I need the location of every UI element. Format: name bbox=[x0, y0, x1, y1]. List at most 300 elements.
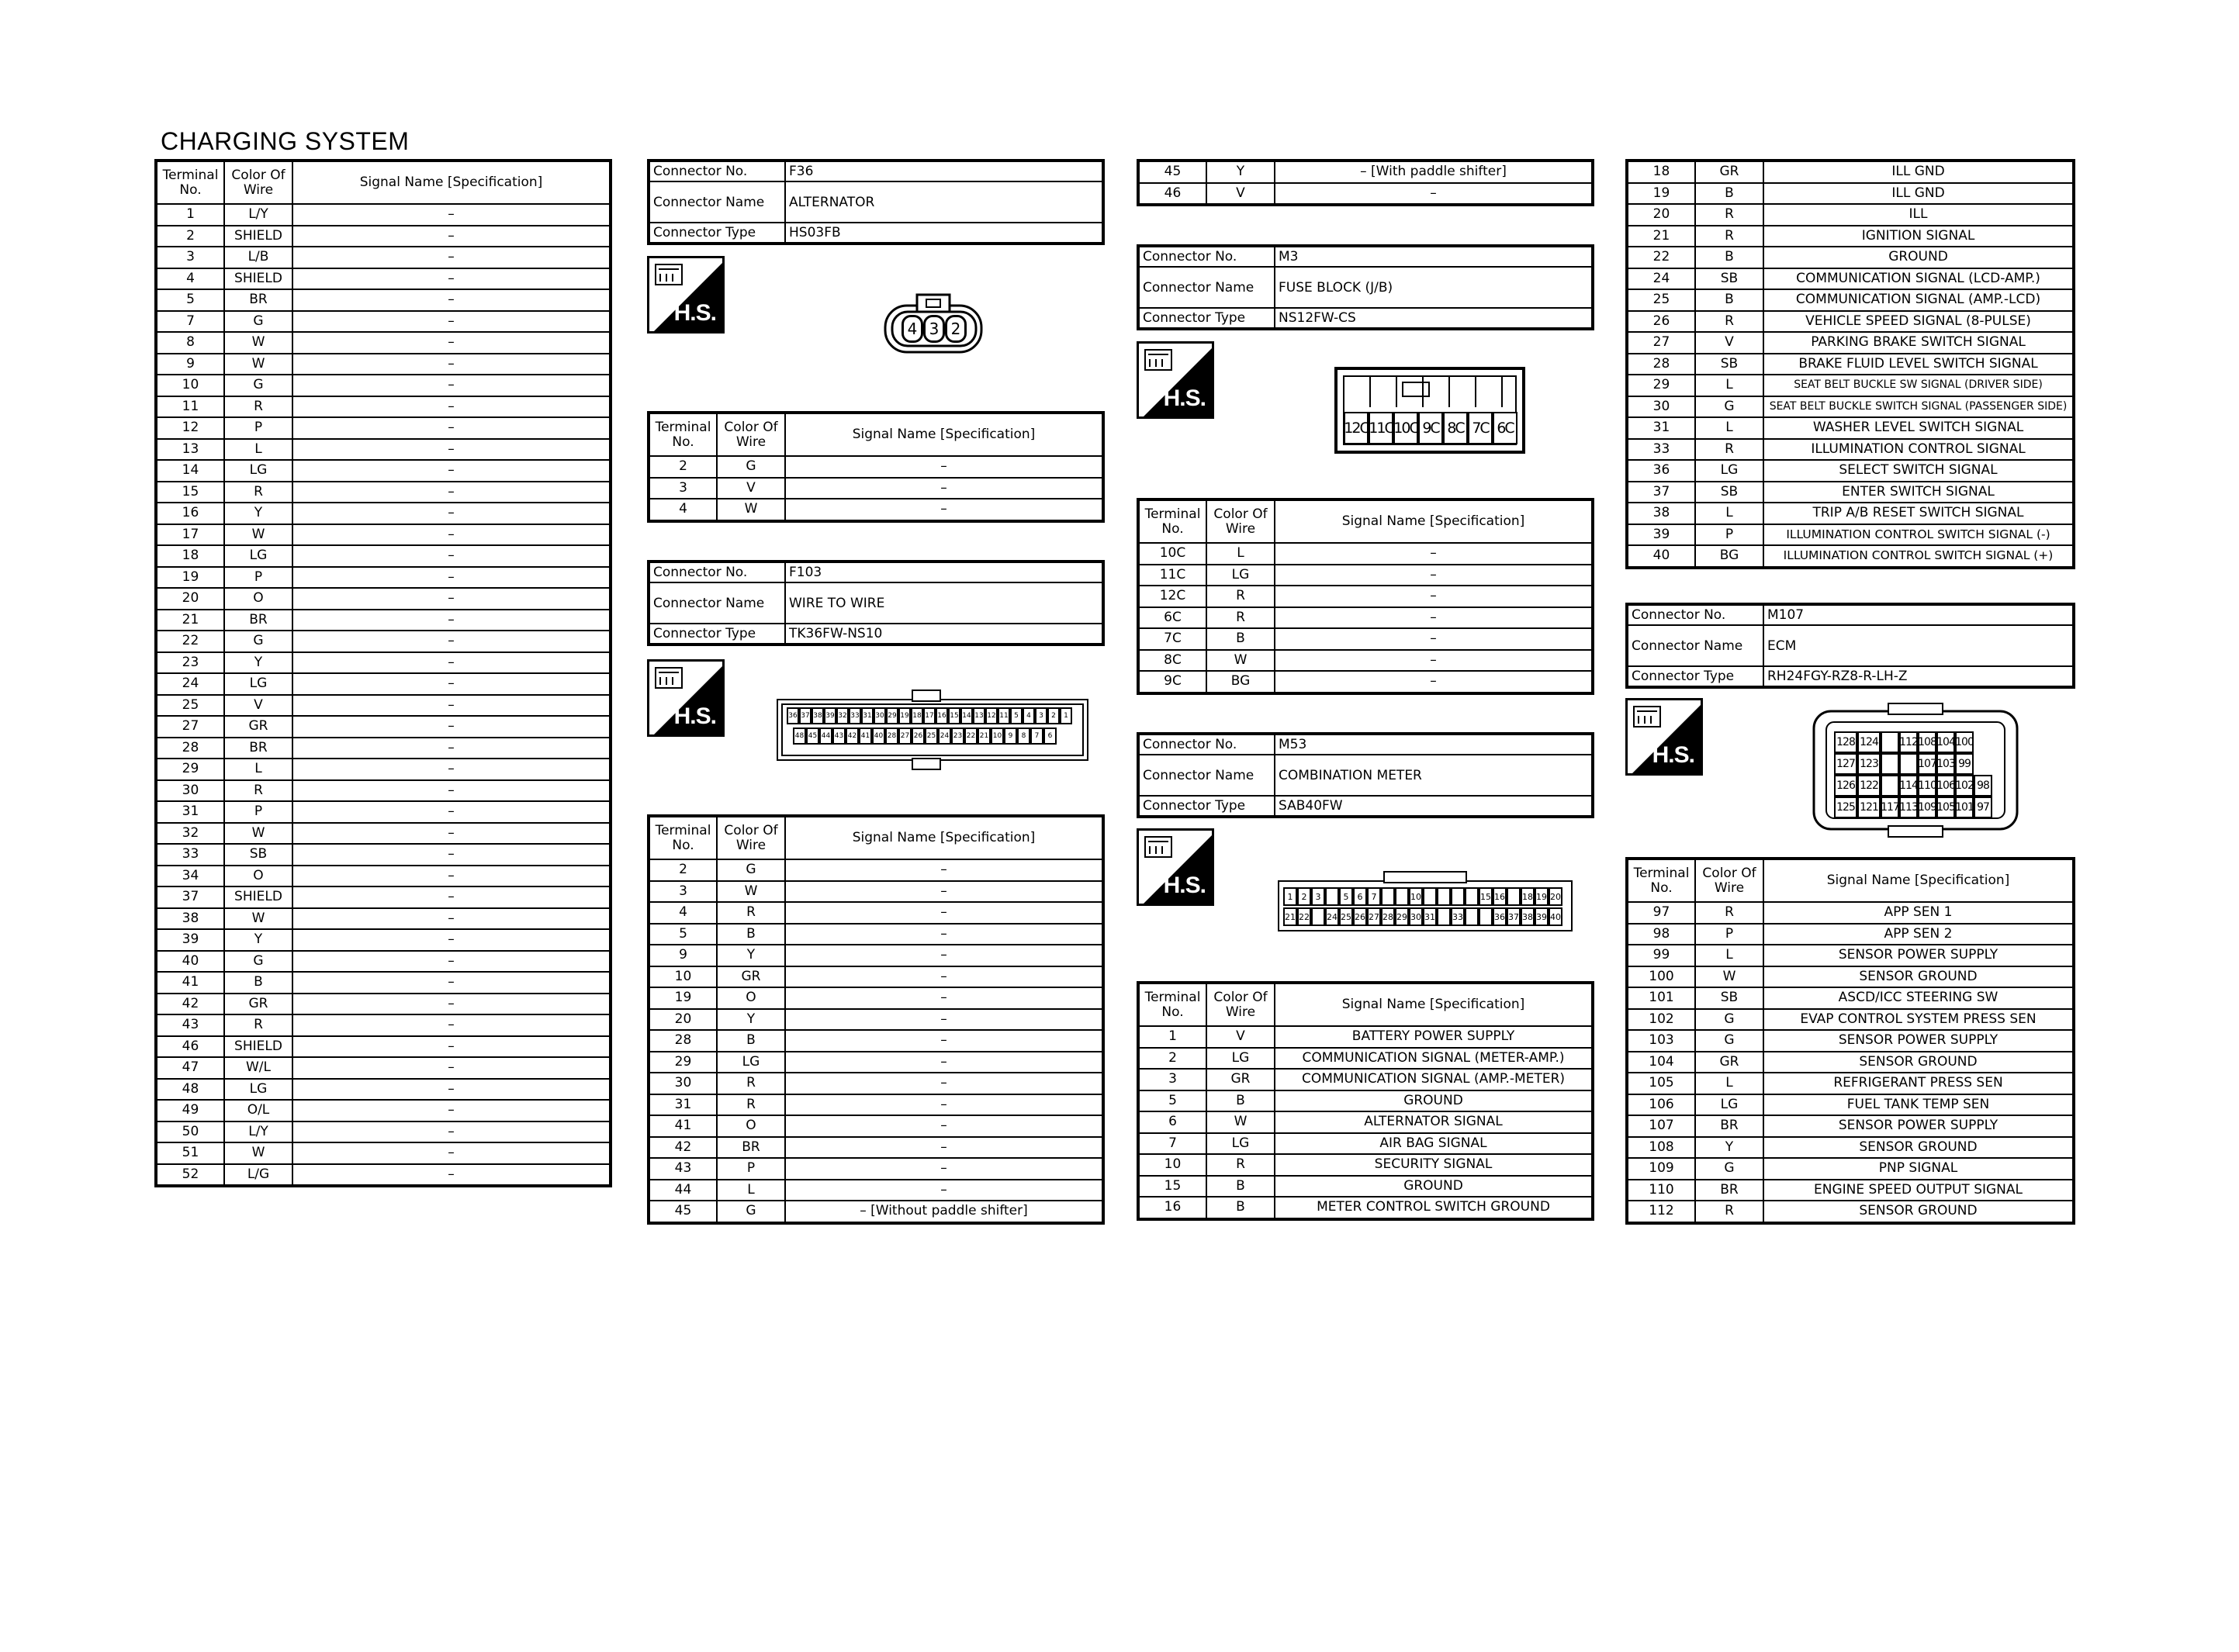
signal-name: – bbox=[292, 311, 611, 333]
pin-109: 109 bbox=[1918, 797, 1936, 818]
pin-6C: 6C bbox=[1493, 412, 1517, 444]
wire-color: V bbox=[1206, 183, 1275, 206]
terminal-no: 18 bbox=[1627, 161, 1695, 183]
signal-name: – bbox=[292, 482, 611, 503]
pin-4: 4 bbox=[1023, 707, 1035, 724]
terminal-no: 26 bbox=[1627, 311, 1695, 333]
signal-name: – bbox=[1275, 586, 1593, 607]
wire-color: L bbox=[224, 759, 292, 780]
table-row bbox=[1627, 1158, 2074, 1180]
wire-color: R bbox=[717, 902, 785, 924]
table-row bbox=[1627, 311, 2074, 333]
terminal-no: 28 bbox=[649, 1030, 717, 1052]
table-row bbox=[1627, 417, 2074, 439]
header-terminal: Terminal No. bbox=[1138, 499, 1206, 543]
wire-color: G bbox=[224, 375, 292, 396]
wire-color: LG bbox=[1206, 1133, 1275, 1155]
pin-22: 22 bbox=[1297, 907, 1311, 926]
signal-name: – bbox=[292, 289, 611, 311]
connector-no-label: Connector No. bbox=[1138, 734, 1275, 755]
wire-color: R bbox=[1695, 902, 1763, 924]
pin-23: 23 bbox=[951, 728, 964, 745]
wire-color: BR bbox=[224, 289, 292, 311]
header-terminal: Terminal No. bbox=[156, 161, 224, 204]
pin-113: 113 bbox=[1899, 797, 1918, 818]
terminal-no: 44 bbox=[649, 1180, 717, 1201]
table-row bbox=[1138, 1090, 1593, 1112]
signal-name: – bbox=[785, 1073, 1103, 1094]
wire-color: P bbox=[224, 417, 292, 439]
signal-name: – bbox=[292, 1036, 611, 1058]
pin-127: 127 bbox=[1834, 753, 1857, 775]
table-row bbox=[156, 695, 611, 717]
terminal-no: 31 bbox=[649, 1094, 717, 1116]
terminal-no: 24 bbox=[1627, 268, 1695, 290]
connector-type-value: TK36FW-NS10 bbox=[785, 624, 1103, 645]
signal-name: WASHER LEVEL SWITCH SIGNAL bbox=[1763, 417, 2074, 439]
signal-name: – bbox=[785, 1030, 1103, 1052]
connector-no-label: Connector No. bbox=[1138, 246, 1275, 267]
terminal-no: 32 bbox=[156, 823, 224, 845]
terminal-no: 107 bbox=[1627, 1115, 1695, 1137]
signal-name: – bbox=[292, 354, 611, 375]
pin-126: 126 bbox=[1834, 775, 1857, 797]
signal-name: – bbox=[1275, 628, 1593, 650]
wire-color: Y bbox=[224, 652, 292, 674]
wire-color: V bbox=[717, 478, 785, 499]
connector-f36-diagram bbox=[883, 292, 985, 357]
pin-10C: 10C bbox=[1393, 412, 1418, 444]
wire-color: R bbox=[224, 780, 292, 802]
table-row bbox=[649, 966, 1103, 988]
connector-name-label: Connector Name bbox=[649, 181, 785, 223]
terminal-no: 7 bbox=[156, 311, 224, 333]
terminal-no: 16 bbox=[156, 503, 224, 524]
hs-connector-icon bbox=[647, 256, 725, 334]
wire-color: R bbox=[224, 396, 292, 418]
continuation-section bbox=[1137, 159, 1594, 206]
connector-name-label: Connector Name bbox=[1138, 267, 1275, 308]
terminal-no: 22 bbox=[156, 631, 224, 652]
pin-40: 40 bbox=[1549, 907, 1562, 926]
wire-color: LG bbox=[717, 1052, 785, 1073]
pin-30: 30 bbox=[1409, 907, 1423, 926]
pin-empty bbox=[1311, 907, 1325, 926]
table-row bbox=[1627, 204, 2074, 226]
connector-info-table bbox=[1137, 244, 1594, 330]
terminal-no: 100 bbox=[1627, 966, 1695, 988]
terminal-no: 10 bbox=[156, 375, 224, 396]
m53-terminal-section bbox=[1137, 981, 1594, 1221]
header-terminal: Terminal No. bbox=[649, 816, 717, 859]
terminal-no: 98 bbox=[1627, 924, 1695, 945]
pin-26: 26 bbox=[1353, 907, 1367, 926]
table-row bbox=[649, 1137, 1103, 1159]
table-row bbox=[156, 1057, 611, 1079]
f103-terminal-section bbox=[647, 814, 1105, 1225]
terminal-no: 4 bbox=[649, 902, 717, 924]
pin-21: 21 bbox=[1283, 907, 1297, 926]
table-row bbox=[156, 332, 611, 354]
m53-terminal-table bbox=[1137, 981, 1594, 1221]
table-row bbox=[1627, 460, 2074, 482]
signal-name: – bbox=[292, 908, 611, 930]
terminal-no: 27 bbox=[1627, 332, 1695, 354]
table-row bbox=[1627, 1137, 2074, 1159]
terminal-no: 37 bbox=[156, 886, 224, 908]
wire-color: Y bbox=[717, 1009, 785, 1031]
wire-color: P bbox=[717, 1158, 785, 1180]
connector-no-value: M53 bbox=[1275, 734, 1593, 755]
terminal-table-1 bbox=[154, 159, 612, 1187]
hs-label: H.S. bbox=[1652, 742, 1694, 768]
terminal-no: 30 bbox=[649, 1073, 717, 1094]
table-row bbox=[1138, 183, 1593, 206]
terminal-no: 38 bbox=[156, 908, 224, 930]
pin-5: 5 bbox=[1339, 887, 1353, 906]
pin-20: 20 bbox=[1549, 887, 1562, 906]
pin-10: 10 bbox=[1409, 887, 1423, 906]
table-row bbox=[156, 780, 611, 802]
terminal-no: 29 bbox=[1627, 375, 1695, 396]
pin-125: 125 bbox=[1834, 797, 1857, 818]
signal-name: SENSOR GROUND bbox=[1763, 1137, 2074, 1159]
pin-45: 45 bbox=[806, 728, 819, 745]
table-row bbox=[156, 417, 611, 439]
table-row bbox=[1138, 1176, 1593, 1198]
header-color: Color Of Wire bbox=[717, 413, 785, 456]
table-row bbox=[1138, 628, 1593, 650]
wire-color: G bbox=[717, 1201, 785, 1223]
connector-type-value: RH24FGY-RZ8-R-LH-Z bbox=[1763, 666, 2074, 687]
table-row bbox=[156, 1036, 611, 1058]
terminal-no: 42 bbox=[649, 1137, 717, 1159]
terminal-no: 110 bbox=[1627, 1180, 1695, 1201]
wire-color: SHIELD bbox=[224, 268, 292, 290]
pin-19: 19 bbox=[898, 707, 911, 724]
terminal-no: 28 bbox=[1627, 354, 1695, 375]
wire-color: L/G bbox=[224, 1164, 292, 1187]
signal-name: COMMUNICATION SIGNAL (LCD-AMP.) bbox=[1763, 268, 2074, 290]
terminal-no: 31 bbox=[156, 801, 224, 823]
wire-color: B bbox=[224, 972, 292, 994]
signal-name: – bbox=[292, 1100, 611, 1121]
connector-no-label: Connector No. bbox=[649, 562, 785, 582]
table-row bbox=[1627, 1073, 2074, 1094]
terminal-no: 8C bbox=[1138, 650, 1206, 672]
signal-name: – bbox=[1275, 650, 1593, 672]
wire-color: W bbox=[224, 354, 292, 375]
terminal-no: 108 bbox=[1627, 1137, 1695, 1159]
wire-color: V bbox=[1695, 332, 1763, 354]
signal-name: REFRIGERANT PRESS SEN bbox=[1763, 1073, 2074, 1094]
table-row bbox=[156, 866, 611, 887]
terminal-no: 38 bbox=[1627, 503, 1695, 524]
pin-48: 48 bbox=[793, 728, 806, 745]
terminal-no: 11 bbox=[156, 396, 224, 418]
terminal-no: 1 bbox=[1138, 1026, 1206, 1048]
pin-12: 12 bbox=[985, 707, 998, 724]
table-row bbox=[1627, 247, 2074, 268]
table-row bbox=[649, 499, 1103, 521]
table-row bbox=[649, 945, 1103, 966]
pin-36: 36 bbox=[787, 707, 799, 724]
terminal-no: 31 bbox=[1627, 417, 1695, 439]
pin-26: 26 bbox=[912, 728, 925, 745]
pin-101: 101 bbox=[1955, 797, 1974, 818]
wire-color: R bbox=[1695, 1201, 1763, 1223]
table-row bbox=[1627, 183, 2074, 205]
signal-name: – bbox=[1275, 671, 1593, 693]
pin-1: 1 bbox=[1283, 887, 1297, 906]
wire-color: SHIELD bbox=[224, 1036, 292, 1058]
pin-4: 4 bbox=[901, 315, 923, 343]
connector-info-table bbox=[1137, 732, 1594, 818]
signal-name: SENSOR GROUND bbox=[1763, 1052, 2074, 1073]
signal-name: – bbox=[292, 524, 611, 546]
pin-16: 16 bbox=[936, 707, 948, 724]
connector-type-value: NS12FW-CS bbox=[1275, 308, 1593, 329]
table-row bbox=[1138, 650, 1593, 672]
signal-name: SENSOR GROUND bbox=[1763, 966, 2074, 988]
pin-27: 27 bbox=[1367, 907, 1381, 926]
table-row bbox=[156, 545, 611, 567]
pin-40: 40 bbox=[872, 728, 885, 745]
header-color: Color Of Wire bbox=[1695, 859, 1763, 902]
pin-98: 98 bbox=[1974, 775, 1992, 797]
wire-color: G bbox=[1695, 1009, 1763, 1031]
table-row bbox=[156, 1142, 611, 1164]
wire-color: O bbox=[224, 588, 292, 610]
connector-no-value: F103 bbox=[785, 562, 1103, 582]
signal-name: – bbox=[785, 924, 1103, 945]
pin-33: 33 bbox=[849, 707, 861, 724]
wire-color: R bbox=[1695, 204, 1763, 226]
signal-name: GROUND bbox=[1763, 247, 2074, 268]
terminal-no: 4 bbox=[156, 268, 224, 290]
pin-110: 110 bbox=[1918, 775, 1936, 797]
connector-info-table bbox=[1625, 603, 2075, 689]
terminal-no: 15 bbox=[156, 482, 224, 503]
terminal-no: 34 bbox=[156, 866, 224, 887]
pin-36: 36 bbox=[1493, 907, 1507, 926]
wire-color: LG bbox=[224, 673, 292, 695]
pin-114: 114 bbox=[1899, 775, 1918, 797]
pin-empty bbox=[1881, 775, 1899, 797]
header-signal: Signal Name [Specification] bbox=[1275, 499, 1593, 543]
terminal-no: 49 bbox=[156, 1100, 224, 1121]
signal-name: SENSOR POWER SUPPLY bbox=[1763, 1115, 2074, 1137]
terminal-no: 17 bbox=[156, 524, 224, 546]
signal-name: – bbox=[292, 759, 611, 780]
pin-28: 28 bbox=[1381, 907, 1395, 926]
wire-color: R bbox=[717, 1094, 785, 1116]
connector-name-label: Connector Name bbox=[1138, 755, 1275, 796]
pin-44: 44 bbox=[819, 728, 832, 745]
table-row bbox=[649, 987, 1103, 1009]
connector-name-value: COMBINATION METER bbox=[1275, 755, 1593, 796]
wire-color: BG bbox=[1206, 671, 1275, 693]
connector-m3-info bbox=[1137, 244, 1594, 330]
signal-name: – bbox=[785, 1158, 1103, 1180]
signal-name: IGNITION SIGNAL bbox=[1763, 226, 2074, 247]
table-row bbox=[1627, 289, 2074, 311]
wire-color: P bbox=[224, 801, 292, 823]
pin-6: 6 bbox=[1043, 728, 1057, 745]
terminal-no: 47 bbox=[156, 1057, 224, 1079]
pin-100: 100 bbox=[1955, 731, 1974, 753]
table-row bbox=[1627, 902, 2074, 924]
terminal-no: 19 bbox=[1627, 183, 1695, 205]
signal-name: – bbox=[1275, 565, 1593, 586]
terminal-no: 28 bbox=[156, 738, 224, 759]
table-row bbox=[649, 924, 1103, 945]
signal-name: – bbox=[292, 396, 611, 418]
terminal-no: 21 bbox=[156, 610, 224, 631]
terminal-no: 3 bbox=[649, 478, 717, 499]
header-terminal: Terminal No. bbox=[1627, 859, 1695, 902]
signal-name: – bbox=[785, 1052, 1103, 1073]
terminal-no: 40 bbox=[156, 951, 224, 973]
wire-color: V bbox=[224, 695, 292, 717]
table-row bbox=[156, 716, 611, 738]
wire-color: SHIELD bbox=[224, 886, 292, 908]
signal-name: ILLUMINATION CONTROL SWITCH SIGNAL (+) bbox=[1763, 545, 2074, 568]
signal-name: – bbox=[292, 588, 611, 610]
signal-name: ILLUMINATION CONTROL SWITCH SIGNAL (-) bbox=[1763, 524, 2074, 546]
table-row bbox=[156, 354, 611, 375]
page-title: CHARGING SYSTEM bbox=[161, 127, 410, 155]
terminal-no: 6 bbox=[1138, 1111, 1206, 1133]
table-row bbox=[156, 439, 611, 461]
table-row bbox=[1627, 375, 2074, 396]
table-row bbox=[156, 908, 611, 930]
pin-9C: 9C bbox=[1418, 412, 1443, 444]
terminal-no: 52 bbox=[156, 1164, 224, 1187]
pin-124: 124 bbox=[1857, 731, 1881, 753]
table-row bbox=[156, 268, 611, 290]
signal-name: ALTERNATOR SIGNAL bbox=[1275, 1111, 1593, 1133]
wire-color: LG bbox=[1695, 460, 1763, 482]
terminal-no: 43 bbox=[156, 1014, 224, 1036]
table-row bbox=[1627, 987, 2074, 1009]
pin-117: 117 bbox=[1881, 797, 1899, 818]
hs-label: H.S. bbox=[673, 300, 716, 326]
table-row bbox=[1627, 1009, 2074, 1031]
connector-type-label: Connector Type bbox=[649, 223, 785, 244]
wire-color: B bbox=[717, 924, 785, 945]
wire-color: LG bbox=[1206, 1048, 1275, 1070]
connector-no-label: Connector No. bbox=[649, 161, 785, 181]
table-row bbox=[649, 1158, 1103, 1180]
terminal-no: 30 bbox=[156, 780, 224, 802]
wire-color: G bbox=[224, 631, 292, 652]
wire-color: P bbox=[1695, 924, 1763, 945]
signal-name: – bbox=[785, 456, 1103, 478]
table-row bbox=[1627, 396, 2074, 418]
connector-m53-info bbox=[1137, 732, 1594, 818]
hs-label: H.S. bbox=[1163, 385, 1206, 411]
signal-name: – bbox=[785, 1009, 1103, 1031]
pin-25: 25 bbox=[1339, 907, 1353, 926]
signal-name: – bbox=[292, 929, 611, 951]
signal-name: – bbox=[292, 1142, 611, 1164]
pin-103: 103 bbox=[1936, 753, 1955, 775]
terminal-no: 36 bbox=[1627, 460, 1695, 482]
connector-f103-diagram bbox=[776, 689, 1089, 771]
pin-8: 8 bbox=[1017, 728, 1030, 745]
signal-name: METER CONTROL SWITCH GROUND bbox=[1275, 1197, 1593, 1219]
m107-terminal-table bbox=[1625, 857, 2075, 1225]
table-row bbox=[156, 460, 611, 482]
terminal-no: 41 bbox=[156, 972, 224, 994]
terminal-no: 51 bbox=[156, 1142, 224, 1164]
terminal-no: 5 bbox=[649, 924, 717, 945]
wire-color: W bbox=[717, 499, 785, 521]
signal-name: – bbox=[1275, 607, 1593, 629]
pin-22: 22 bbox=[964, 728, 978, 745]
table-row bbox=[1627, 1052, 2074, 1073]
table-row bbox=[1627, 1180, 2074, 1201]
wire-color: W bbox=[717, 881, 785, 903]
pin-7: 7 bbox=[1030, 728, 1043, 745]
signal-name: – bbox=[292, 567, 611, 589]
terminal-no: 42 bbox=[156, 994, 224, 1015]
terminal-no: 40 bbox=[1627, 545, 1695, 568]
signal-name: – bbox=[292, 460, 611, 482]
signal-name: – bbox=[292, 503, 611, 524]
pin-29: 29 bbox=[1395, 907, 1409, 926]
signal-name: – bbox=[785, 902, 1103, 924]
table-row bbox=[156, 994, 611, 1015]
signal-name: SENSOR POWER SUPPLY bbox=[1763, 1030, 2074, 1052]
table-row bbox=[156, 652, 611, 674]
table-row bbox=[1138, 1111, 1593, 1133]
pin-31: 31 bbox=[1423, 907, 1437, 926]
signal-name: – bbox=[785, 881, 1103, 903]
wire-color: P bbox=[1695, 524, 1763, 546]
signal-name: SELECT SWITCH SIGNAL bbox=[1763, 460, 2074, 482]
pin-14: 14 bbox=[960, 707, 973, 724]
signal-name: – bbox=[292, 247, 611, 268]
pin-empty bbox=[1899, 753, 1918, 775]
signal-name: – bbox=[292, 1079, 611, 1101]
signal-name: – bbox=[292, 1057, 611, 1079]
terminal-no: 19 bbox=[156, 567, 224, 589]
table-row bbox=[649, 881, 1103, 903]
wire-color: LG bbox=[1695, 1094, 1763, 1116]
terminal-no: 101 bbox=[1627, 987, 1695, 1009]
connector-name-label: Connector Name bbox=[1627, 625, 1763, 666]
f36-terminal-section bbox=[647, 411, 1105, 523]
table-row bbox=[649, 1201, 1103, 1223]
signal-name: – bbox=[292, 610, 611, 631]
signal-name: – bbox=[1275, 543, 1593, 565]
wire-color: B bbox=[1206, 1090, 1275, 1112]
pin-empty bbox=[1881, 753, 1899, 775]
signal-name: AIR BAG SIGNAL bbox=[1275, 1133, 1593, 1155]
wire-color: B bbox=[1206, 1197, 1275, 1219]
wire-color: L/Y bbox=[224, 204, 292, 226]
wire-color: R bbox=[1206, 1154, 1275, 1176]
table-row bbox=[1627, 966, 2074, 988]
table-row bbox=[156, 759, 611, 780]
signal-name: – bbox=[292, 439, 611, 461]
table-row bbox=[156, 673, 611, 695]
table-row bbox=[649, 1115, 1103, 1137]
terminal-no: 104 bbox=[1627, 1052, 1695, 1073]
pin-42: 42 bbox=[846, 728, 859, 745]
